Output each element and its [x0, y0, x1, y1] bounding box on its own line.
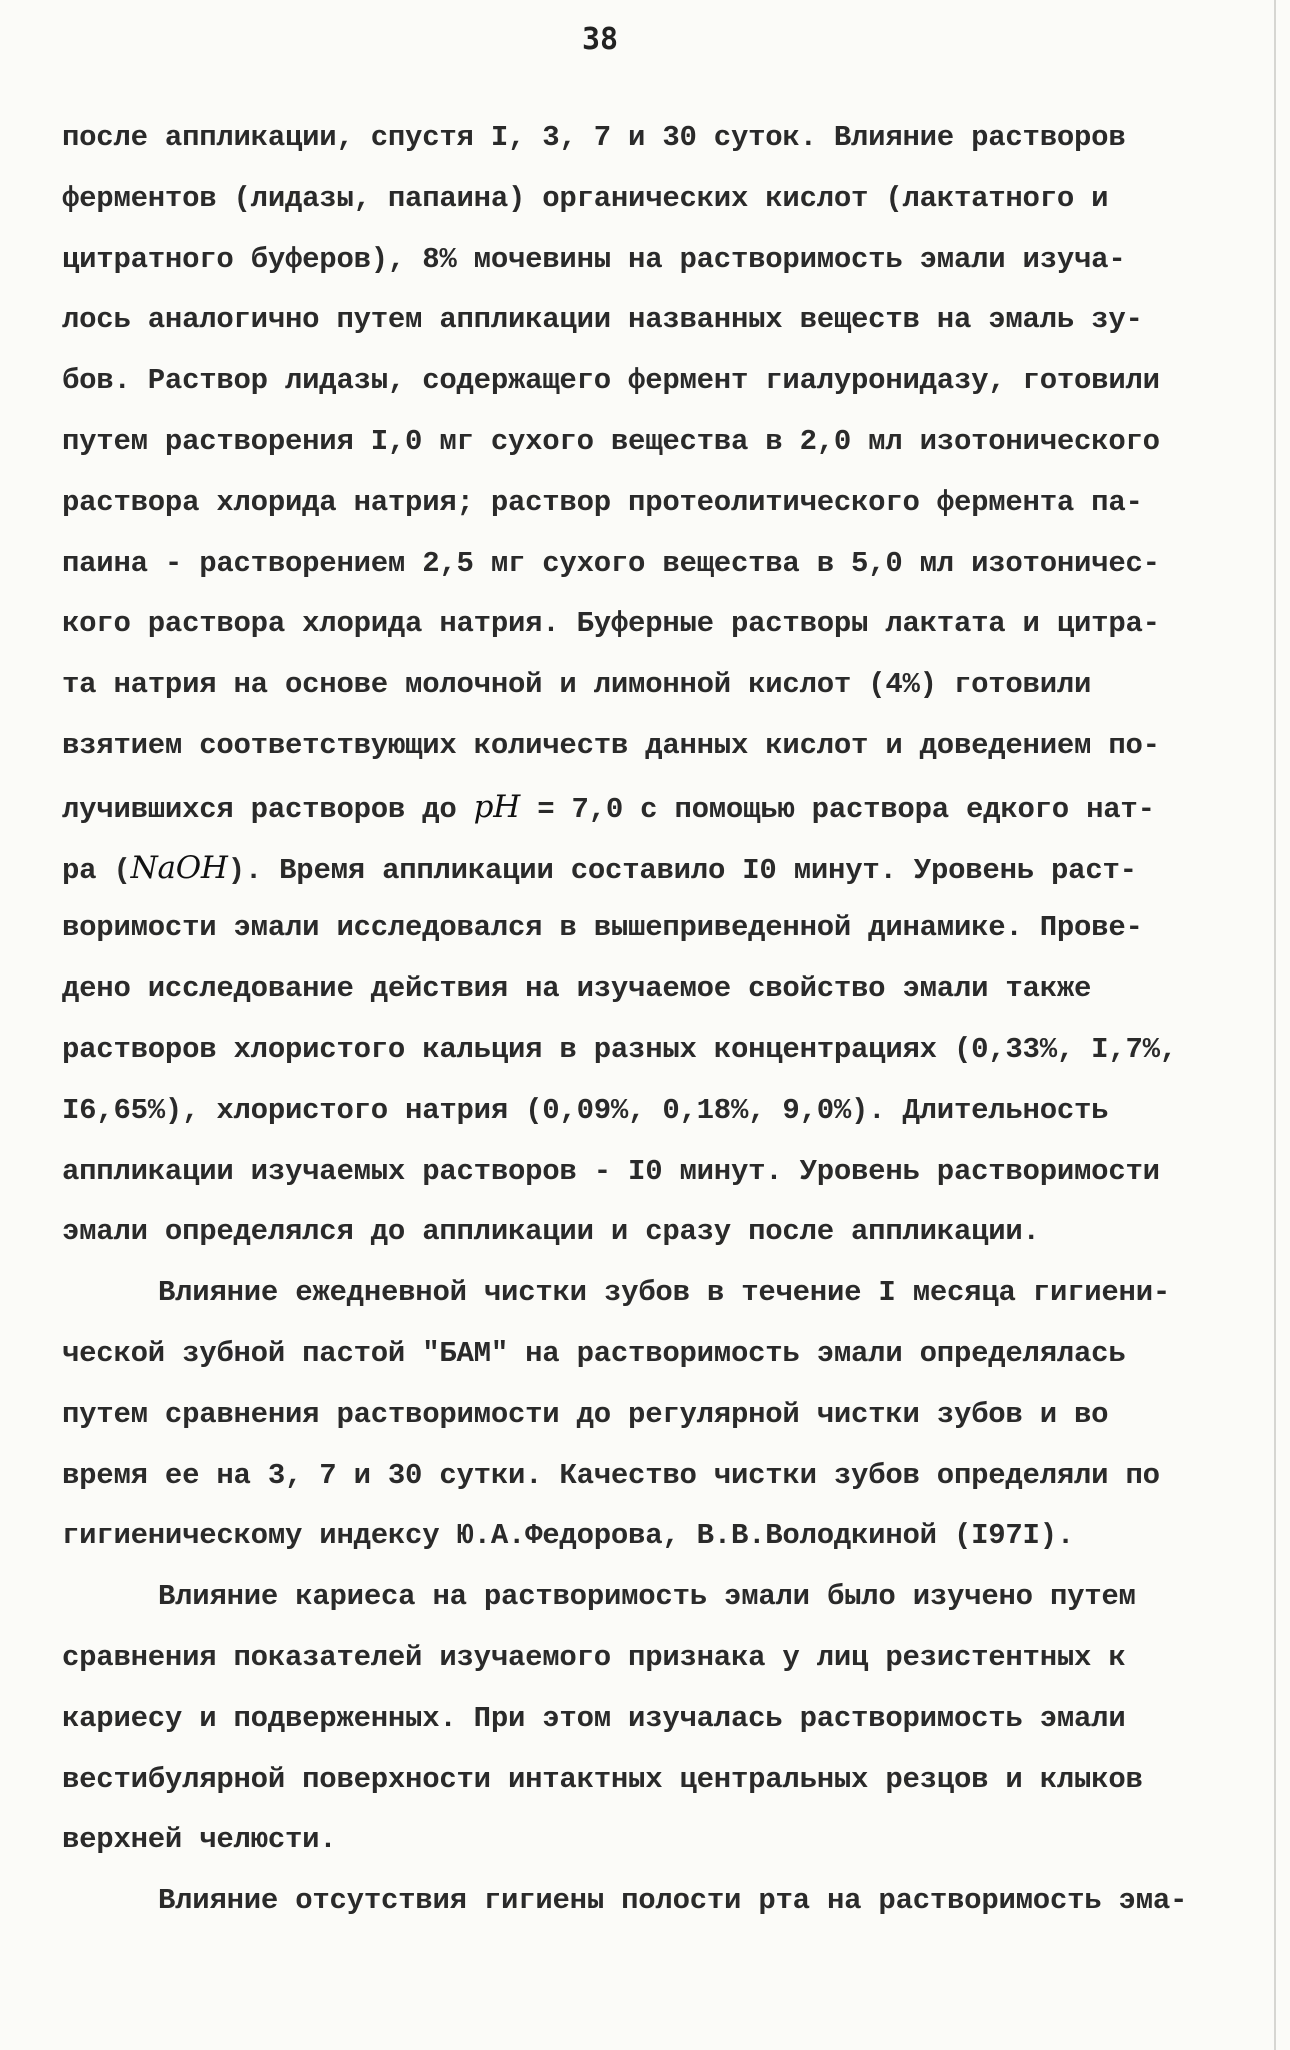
- body-text: [62, 108, 1258, 1932]
- handwritten-annotation: pH: [473, 788, 521, 825]
- text-line: бов. Раствор лидазы, содержащего фермент гиалуронидазу, готовили: [62, 364, 1160, 398]
- text-line: вестибулярной поверхности интактных центральных резцов и клыков: [62, 1762, 1143, 1796]
- text-line: растворов хлористого кальция в разных концентрациях (0,33%, I,7%,: [62, 1032, 1177, 1066]
- text-line: после аппликации, спустя I, 3, 7 и 30 суток. Влияние растворов: [62, 121, 1126, 154]
- text-line: цитратного буферов), 8% мочевины на растворимость эмали изуча-: [62, 242, 1126, 276]
- text-line: кого раствора хлорида натрия. Буферные растворы лактата и цитра-: [62, 607, 1160, 641]
- text-segment: лучившихся растворов до: [62, 792, 474, 826]
- text-line: путем растворения I,0 мг сухого вещества в 2,0 мл изотонического: [62, 424, 1160, 458]
- text-line: [62, 777, 1258, 838]
- text-segment: = 7,0 с помощью раствора едкого нат-: [520, 792, 1155, 826]
- text-line: путем сравнения растворимости до регулярной чистки зубов и во: [62, 1397, 1109, 1431]
- text-segment: ра (: [62, 853, 131, 887]
- text-line: Влияние ежедневной чистки зубов в течение I месяца гигиени-: [158, 1276, 1171, 1310]
- text-line: ферментов (лидазы, папаина) органических кислот (лактатного и: [62, 181, 1109, 215]
- page-edge-line: [1274, 0, 1276, 2050]
- text-line: дено исследование действия на изучаемое свойство эмали также: [62, 972, 1092, 1006]
- text-line: кариесу и подверженных. При этом изучалась растворимость эмали: [62, 1701, 1126, 1735]
- page-number: 38: [581, 22, 619, 57]
- text-line: время ее на 3, 7 и 30 сутки. Качество чистки зубов определяли по: [62, 1458, 1160, 1492]
- text-line: та натрия на основе молочной и лимонной кислот (4%) готовили: [62, 668, 1092, 702]
- text-line: верхней челюсти.: [62, 1823, 337, 1857]
- text-line: паина - растворением 2,5 мг сухого вещества в 5,0 мл изотоничес-: [62, 546, 1160, 580]
- text-line: эмали определялся до аппликации и сразу после аппликации.: [62, 1215, 1040, 1249]
- handwritten-annotation: NaOH: [130, 849, 228, 886]
- text-line: воримости эмали исследовался в вышеприведенной динамике. Прове-: [62, 911, 1143, 945]
- text-line: [62, 838, 1258, 899]
- text-line: раствора хлорида натрия; раствор протеолитического фермента па-: [62, 485, 1143, 519]
- text-line: лось аналогично путем аппликации названных веществ на эмаль зу-: [62, 303, 1143, 337]
- text-line: взятием соответствующих количеств данных кислот и доведением по-: [62, 728, 1160, 762]
- text-line: ческой зубной пастой "БАМ" на растворимость эмали определялась: [62, 1336, 1126, 1370]
- text-line: аппликации изучаемых растворов - I0 минут. Уровень растворимости: [62, 1154, 1160, 1188]
- text-segment: ). Время аппликации составило I0 минут. Уровень раст-: [227, 853, 1137, 887]
- text-line: Влияние кариеса на растворимость эмали было изучено путем: [158, 1580, 1136, 1614]
- text-line: Влияние отсутствия гигиены полости рта на растворимость эма-: [158, 1884, 1188, 1918]
- text-line: I6,65%), хлористого натрия (0,09%, 0,18%, 9,0%). Длительность: [62, 1093, 1109, 1127]
- text-line: гигиеническому индексу Ю.А.Федорова, В.В.Володкиной (I97I).: [62, 1519, 1075, 1553]
- text-line: сравнения показателей изучаемого признака у лиц резистентных к: [62, 1640, 1126, 1674]
